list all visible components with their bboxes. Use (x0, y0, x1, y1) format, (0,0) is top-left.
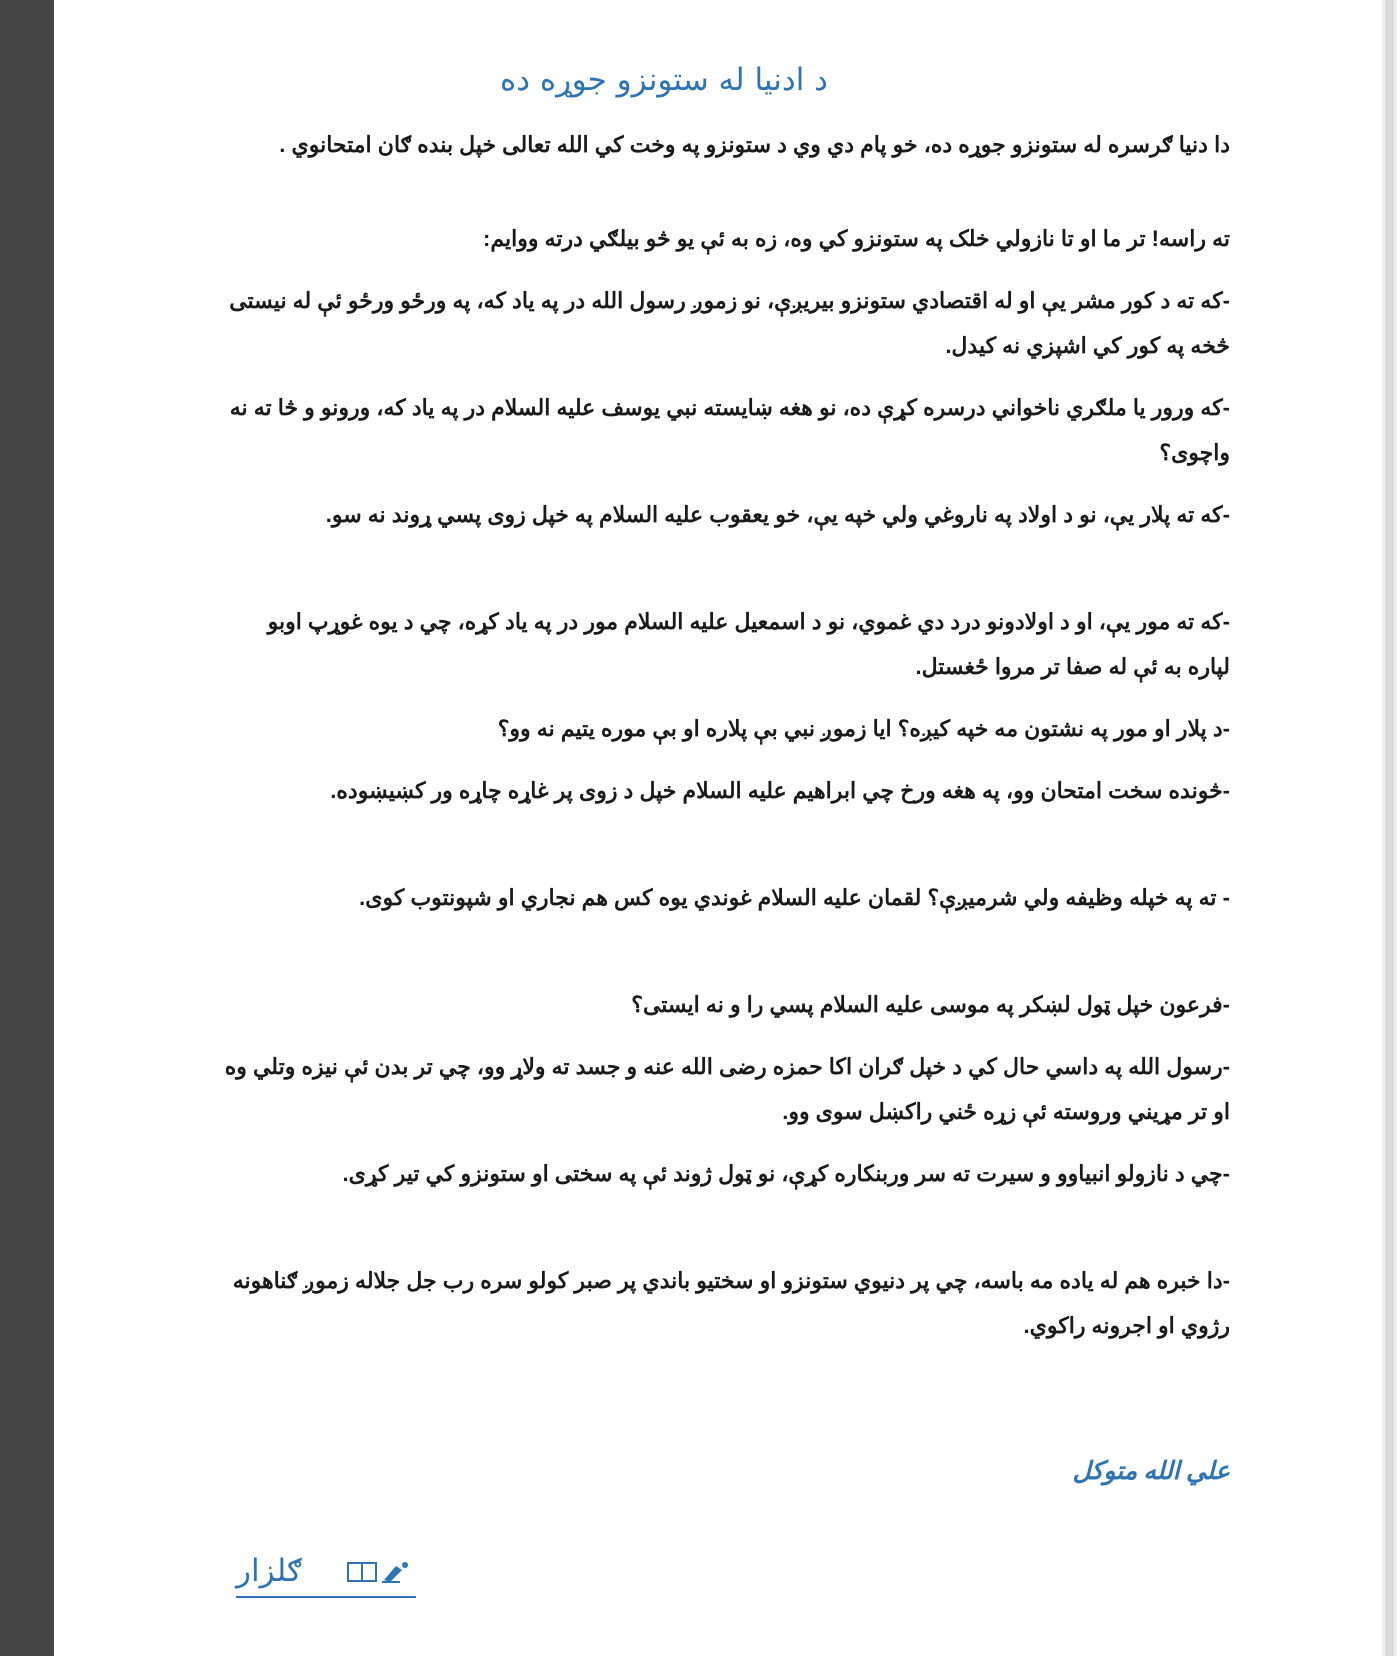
paragraph-intro: دا دنیا ګرسره له ستونزو جوړه ده، خو پام دي وي د ستونزو په وخت کي الله تعالی خپل بنده ګان امتحانوي . (279, 132, 1230, 157)
closing-line: علي الله متوکل (1072, 1458, 1230, 1485)
signature-text: ګلزار (236, 1553, 302, 1589)
paragraph-example-4: -که ته مور یې، او د اولادونو درد دي غموي، نو د اسمعیل علیه السلام مور در په یاد کړه، چي د یوه غوړپ اوبو لپاره به ئې له صفا تر مروا ځغستل. (267, 609, 1230, 679)
paragraph-conclusion: -دا خبره هم له یاده مه باسه، چي پر دنیوي ستونزو او سختیو باندي پر صبر کولو سره رب جل جلاله زموږ ګناهونه رژوي او اجرونه راکوي. (232, 1268, 1230, 1338)
signature-underline (236, 1596, 416, 1598)
paragraph-example-5: -د پلار او مور په نشتون مه خپه کیږه؟ ایا زموږ نبي بې پلاره او بې موره یتیم نه وو؟ (497, 716, 1230, 741)
paragraph-lead: ته راسه! تر ما او تا نازولي خلک په ستونزو کي وه، زه به ئې یو څو بیلګي درته ووایم: (483, 226, 1230, 251)
scrollbar-thumb[interactable] (1385, 0, 1394, 1656)
document-title: د ادنیا له ستونزو جوړه ده (500, 62, 828, 98)
pen-icon (382, 1562, 408, 1582)
viewer-left-margin (0, 0, 54, 1656)
signature (236, 1542, 416, 1608)
paragraph-example-3: -که ته پلار یې، نو د اولاد په ناروغي ولي خپه یې، خو یعقوب علیه السلام په خپل زوی پسي ړوند نه سو. (325, 502, 1230, 527)
paragraph-example-6: -څونده سخت امتحان وو، په هغه ورخ چي ابراهیم علیه السلام خپل د زوی پر غاړه چاړه ور کښیښوده. (330, 778, 1230, 803)
paragraph-example-10: -چي د نازولو انبیاوو و سیرت ته سر وربنکاره کړې، نو ټول ژوند ئې په سختی او ستونزو کي تیر کړی. (342, 1161, 1230, 1186)
paragraph-example-7: - ته په خپله وظیفه ولي شرمیږې؟ لقمان علیه السلام غوندي یوه کس هم نجاري او شپونتوب کوی. (359, 885, 1230, 910)
book-icon (348, 1563, 376, 1581)
signature-icons (344, 1560, 414, 1584)
paragraph-example-9: -رسول الله په داسي حال کي د خپل ګران اکا حمزه رضی الله عنه و جسد ته ولاړ وو، چي تر بدن ئې نیزه وتلي وه او تر مړیني وروسته ئې زړه ځني راکښل سوی وو. (224, 1054, 1230, 1124)
paragraph-example-1: -که ته د کور مشر یې او له اقتصادي ستونزو بیریږې، نو زموږ رسول الله در په یاد که، په ورځو ورځو ئې له نیستی څخه په کور کي اشپزي نه کیدل. (229, 288, 1230, 358)
paragraph-example-2: -که ورور یا ملګري ناخواني درسره کړې ده، نو هغه ښایسته نبي یوسف علیه السلام در په یاد که، ورونو و څا ته نه واچوی؟ (229, 395, 1230, 465)
paragraph-example-8: -فرعون خپل ټول لښکر په موسی علیه السلام پسي را و نه ایستی؟ (631, 992, 1230, 1017)
